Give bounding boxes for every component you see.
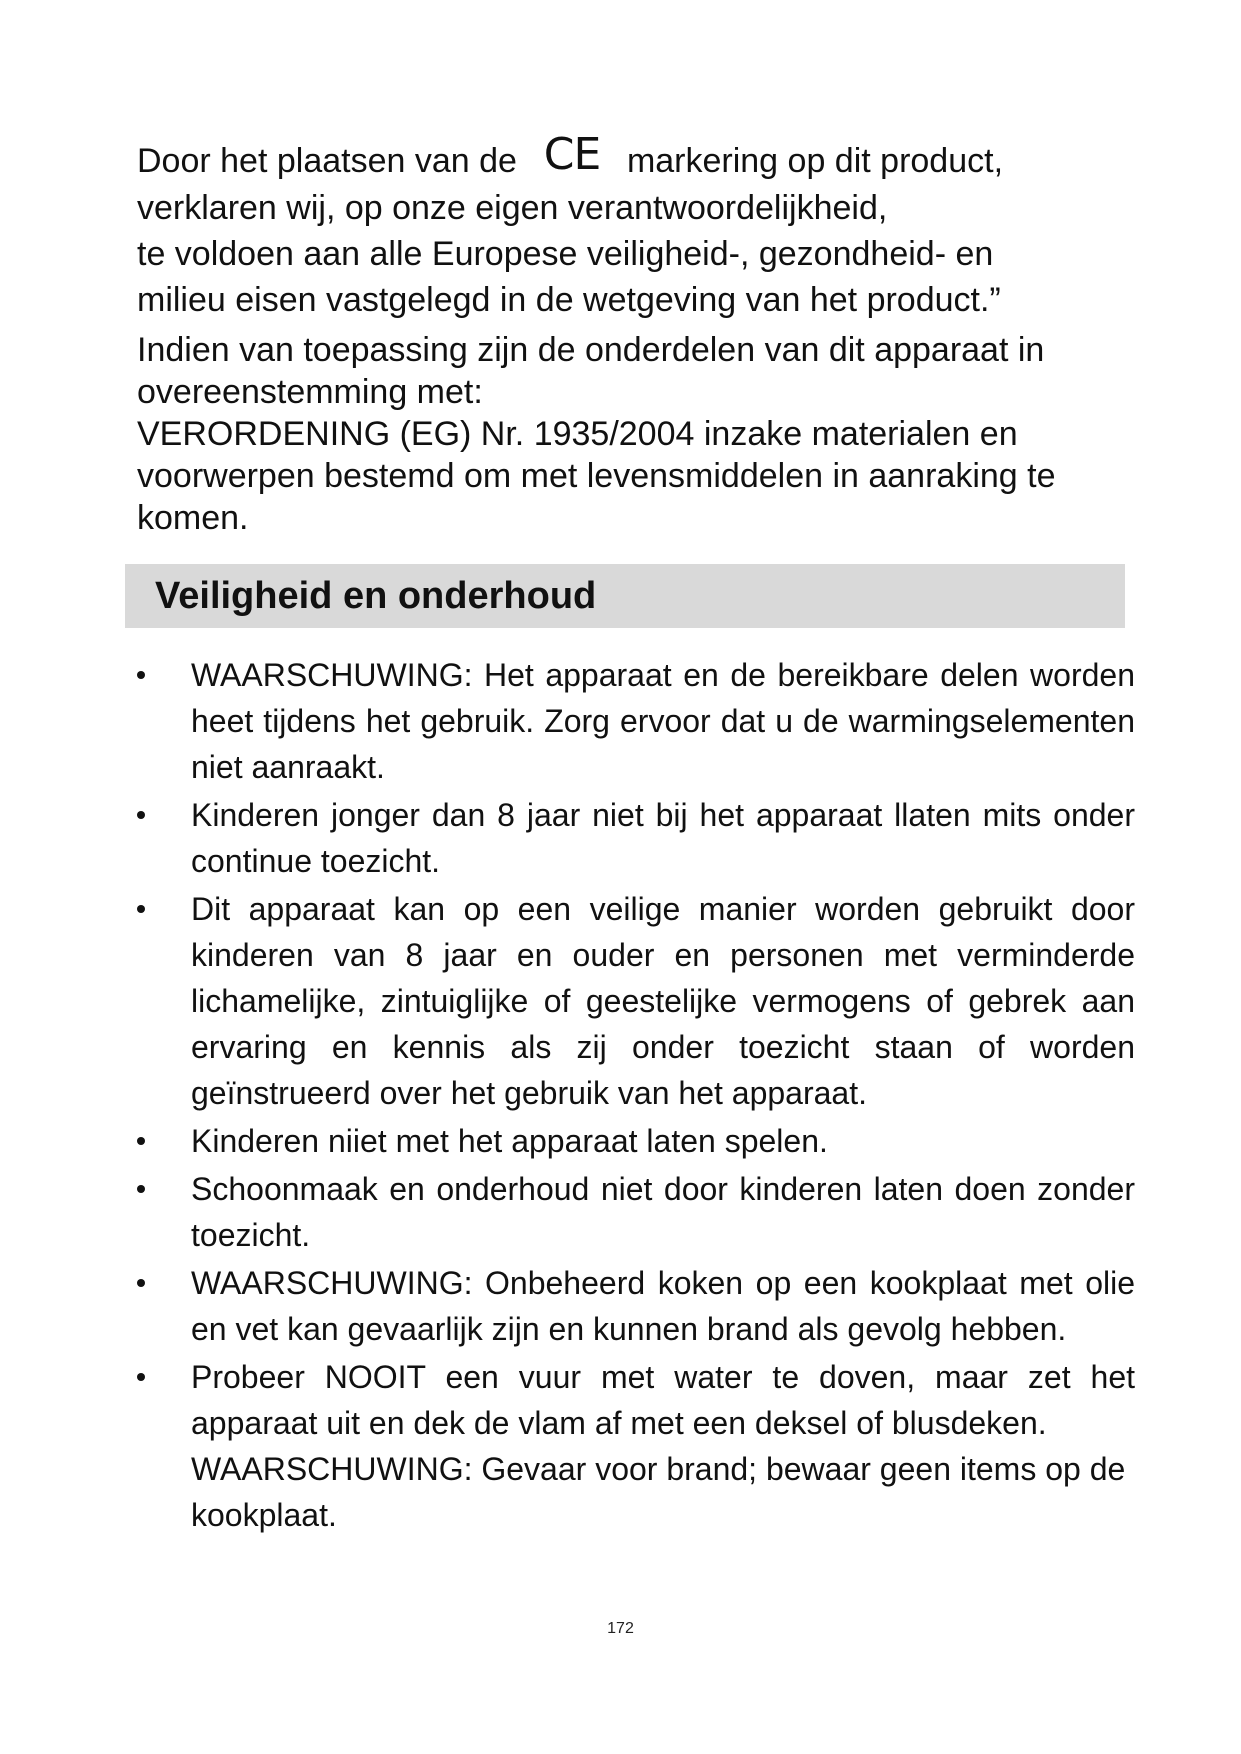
bullet-icon bbox=[137, 1279, 145, 1287]
list-item bbox=[125, 886, 1135, 1116]
intro-line-3: te voldoen aan alle Europese veiligheid-, gezondheid- en bbox=[137, 235, 994, 274]
list-item bbox=[125, 652, 1135, 790]
list-item bbox=[125, 1166, 1135, 1258]
intro-paragraph-3: VERORDENING (EG) Nr. 1935/2004 inzake materialen en voorwerpen bestemd om met levensmiddelen in aanraking te komen. bbox=[137, 415, 1056, 538]
bullet-icon bbox=[137, 905, 145, 913]
section-title: Veiligheid en onderhoud bbox=[155, 575, 597, 617]
intro-line-1-after: markering op dit product, bbox=[626, 142, 1004, 180]
bullet-icon bbox=[137, 811, 145, 819]
page-number: 172 bbox=[607, 1620, 634, 1637]
list-item bbox=[125, 1260, 1135, 1352]
ce-mark-icon bbox=[539, 133, 605, 185]
list-item bbox=[125, 1354, 1135, 1538]
list-item-text: WAARSCHUWING: Het apparaat en de bereikbare delen worden heet tijdens het gebruik. Zorg ervoor dat u de warmingselementen niet aanraakt. bbox=[191, 657, 1135, 785]
list-item-text: Kinderen niiet met het apparaat laten spelen. bbox=[191, 1123, 828, 1159]
intro-line-1 bbox=[137, 133, 1137, 185]
section-header bbox=[125, 564, 1125, 628]
list-item-warning: WAARSCHUWING: Gevaar voor brand; bewaar geen items op de kookplaat. bbox=[191, 1451, 1126, 1533]
bullet-icon bbox=[137, 671, 145, 679]
bullet-icon bbox=[137, 1137, 145, 1145]
bullet-icon bbox=[137, 1185, 145, 1193]
ce-mark-label: CE bbox=[543, 133, 601, 174]
list-item-text: Probeer NOOIT een vuur met water te doven, maar zet het apparaat uit en dek de vlam af met een deksel of blusdeken. bbox=[191, 1359, 1135, 1441]
intro-line-2: verklaren wij, op onze eigen verantwoordelijkheid, bbox=[137, 189, 888, 228]
intro-line-4: milieu eisen vastgelegd in de wetgeving van het product.” bbox=[137, 281, 1001, 320]
intro-text bbox=[137, 133, 1137, 539]
intro-paragraph-2: Indien van toepassing zijn de onderdelen van dit apparaat in overeenstemming met: bbox=[137, 331, 1045, 412]
list-item bbox=[125, 792, 1135, 884]
list-item-text: Dit apparaat kan op een veilige manier worden gebruikt door kinderen van 8 jaar en ouder en personen met verminderde lichamelijke, zintuiglijke of geestelijke vermogens of gebrek aan ervaring en kennis als zij onder toezicht staan of worden geïnstrueerd over het gebruik van het apparaat. bbox=[191, 891, 1135, 1111]
bullet-icon bbox=[137, 1373, 145, 1381]
safety-list bbox=[125, 652, 1135, 1540]
intro-line-1-before: Door het plaatsen van de bbox=[137, 142, 517, 180]
list-item bbox=[125, 1118, 1135, 1164]
list-item-text: WAARSCHUWING: Onbeheerd koken op een kookplaat met olie en vet kan gevaarlijk zijn en kunnen brand als gevolg hebben. bbox=[191, 1265, 1135, 1347]
list-item-text: Kinderen jonger dan 8 jaar niet bij het apparaat llaten mits onder continue toezicht. bbox=[191, 797, 1135, 879]
list-item-text: Schoonmaak en onderhoud niet door kinderen laten doen zonder toezicht. bbox=[191, 1171, 1135, 1253]
